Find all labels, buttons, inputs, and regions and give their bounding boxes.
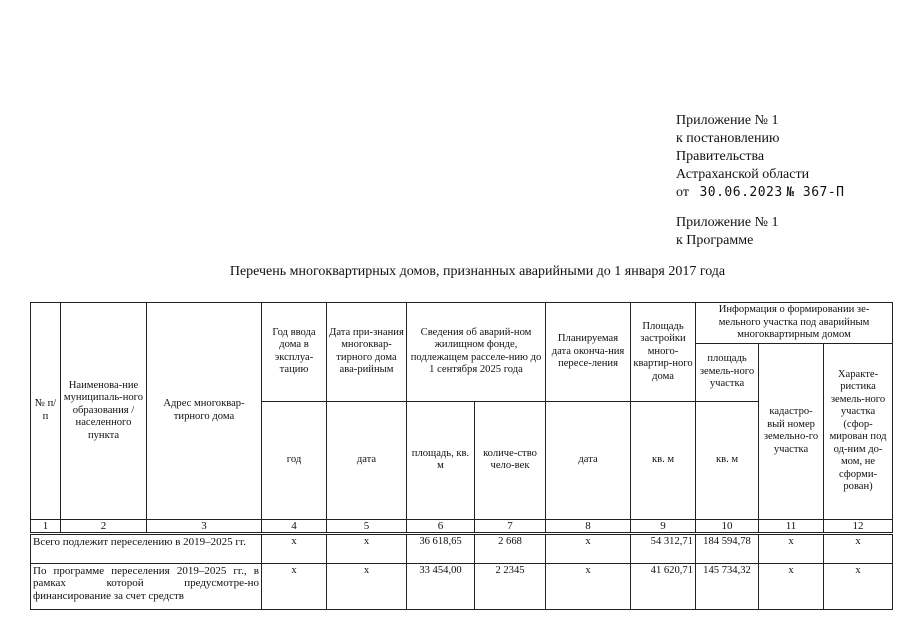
appendix-line: к Программе — [676, 233, 754, 248]
column-number: 6 — [407, 519, 475, 533]
column-number: 10 — [696, 519, 759, 533]
subheader-land-sqm: кв. м — [696, 401, 759, 519]
header-planned: Планируемая дата оконча-ния пересе-ления — [546, 303, 631, 402]
header-address: Адрес многоквар-тирного дома — [147, 303, 262, 520]
cell-year: х — [262, 563, 327, 609]
table-row — [31, 533, 893, 563]
cell-planned: х — [546, 563, 631, 609]
appendix-date: 30.06.2023 — [699, 185, 783, 200]
column-number: 8 — [546, 519, 631, 533]
cell-cadastral: х — [759, 533, 824, 563]
appendix-number: № 367-П — [786, 185, 845, 200]
header-year: Год ввода дома в эксплуа-тацию — [262, 303, 327, 402]
header-land-area: площадь земель-ного участка — [696, 343, 759, 401]
header-cadastral: кадастро-вый номер земельно-го участка — [759, 343, 824, 519]
header-build-area: Площадь застройки много-квартир-ного дома — [631, 303, 696, 402]
subheader-planned-date: дата — [546, 401, 631, 519]
cell-land-area: 184 594,78 — [696, 533, 759, 563]
appendix-date-prefix: от — [676, 185, 689, 200]
subheader-build-sqm: кв. м — [631, 401, 696, 519]
appendix-line: Правительства — [676, 149, 765, 164]
header-recognized: Дата при-знания многоквар-тирного дома ава-рийным — [327, 303, 407, 402]
column-number: 7 — [475, 519, 546, 533]
appendix-line: Астраханской области — [676, 167, 810, 182]
appendix-line: Приложение № 1 — [676, 113, 779, 128]
appendix-line: к постановлению — [676, 131, 780, 146]
column-number: 1 — [31, 519, 61, 533]
housing-table — [30, 302, 893, 610]
cell-build-area: 41 620,71 — [631, 563, 696, 609]
column-number: 12 — [824, 519, 893, 533]
row-label: По программе переселения 2019–2025 гг., в рамках которой предусмотре-но финансирование за счет средств — [31, 563, 262, 609]
subheader-date: дата — [327, 401, 407, 519]
column-number: 3 — [147, 519, 262, 533]
appendix-date-line — [676, 184, 845, 202]
subheader-area: площадь, кв. м — [407, 401, 475, 519]
header-num: № п/п — [31, 303, 61, 520]
cell-cadastral: х — [759, 563, 824, 609]
column-number: 9 — [631, 519, 696, 533]
cell-land-area: 145 734,32 — [696, 563, 759, 609]
header-municipality: Наименова-ние муниципаль-ного образования / населенного пункта — [61, 303, 147, 520]
subheader-year: год — [262, 401, 327, 519]
row-label: Всего подлежит переселению в 2019–2025 гг. — [31, 533, 262, 563]
cell-characteristic: х — [824, 533, 893, 563]
document-title: Перечень многоквартирных домов, признанных аварийными до 1 января 2017 года — [229, 264, 726, 279]
cell-date: х — [327, 563, 407, 609]
cell-people: 2 2345 — [475, 563, 546, 609]
cell-build-area: 54 312,71 — [631, 533, 696, 563]
column-number: 4 — [262, 519, 327, 533]
cell-people: 2 668 — [475, 533, 546, 563]
header-fund-info: Сведения об аварий-ном жилищном фонде, подлежащем расселе-нию до 1 сентября 2025 года — [407, 303, 546, 402]
column-number: 5 — [327, 519, 407, 533]
cell-area: 33 454,00 — [407, 563, 475, 609]
header-characteristic: Характе-ристика земель-ного участка (сфор-мирован под од-ним до-мом, не сформи-рован) — [824, 343, 893, 519]
column-number: 11 — [759, 519, 824, 533]
cell-date: х — [327, 533, 407, 563]
table-row — [31, 563, 893, 609]
appendix-line: Приложение № 1 — [676, 215, 779, 230]
column-number: 2 — [61, 519, 147, 533]
cell-characteristic: х — [824, 563, 893, 609]
header-land-info: Информация о формировании зе-мельного участка под аварийным многоквартирным домом — [696, 303, 893, 344]
appendix-block — [676, 112, 845, 250]
subheader-people: количе-ство чело-век — [475, 401, 546, 519]
cell-year: х — [262, 533, 327, 563]
column-numbers-row — [31, 519, 893, 533]
cell-planned: х — [546, 533, 631, 563]
cell-area: 36 618,65 — [407, 533, 475, 563]
